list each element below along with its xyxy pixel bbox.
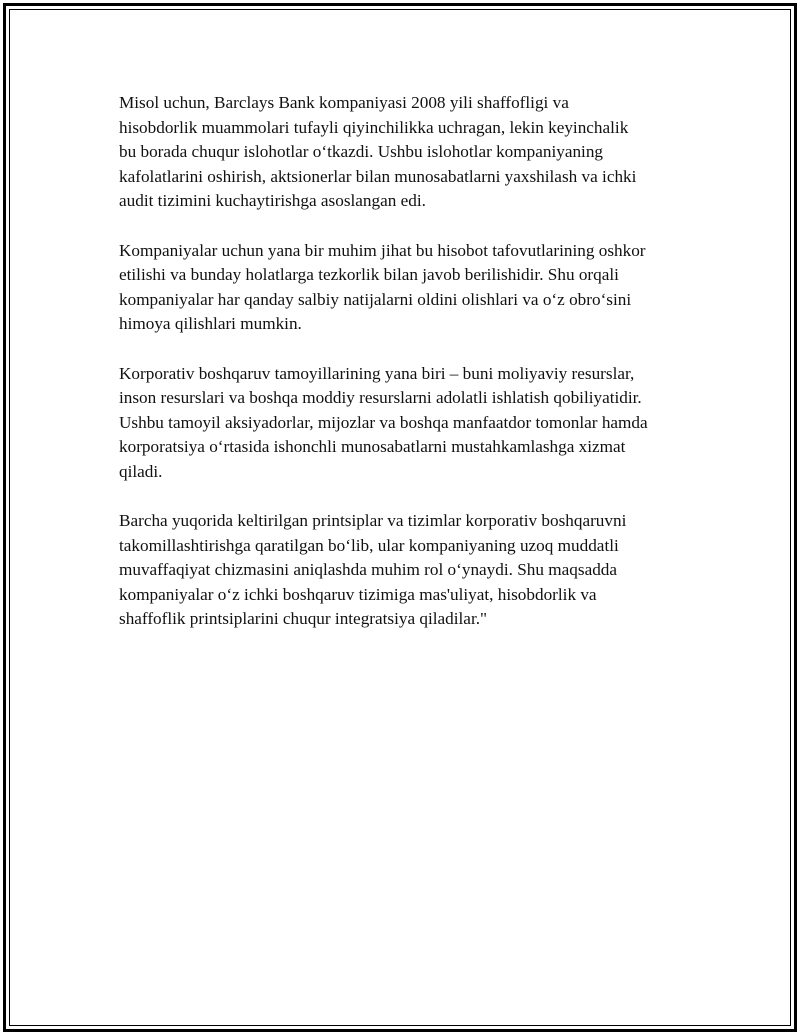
document-body [119,91,709,657]
paragraph-resource-principle: Korporativ boshqaruv tamoyillarining yana biri – buni moliyaviy resurslar, inson resurslari va boshqa moddiy resurslarni adolatli ishlatish qobiliyatidir. Ushbu tamoyil aksiyadorlar, mijozlar va boshqa manfaatdor tomonlar hamda korporatsiya o‘rtasida ishonchli munosabatlarni mustahkamlashga xizmat qiladi. [119,363,648,481]
paragraph-barclays-example: Misol uchun, Barclays Bank kompaniyasi 2008 yili shaffofligi va hisobdorlik muammolari tufayli qiyinchilikka uchragan, lekin keyinchalik bu borada chuqur islohotlar o‘tkazdi. Ushbu islohotlar kompaniyaning kafolatlarini oshirish, aktsionerlar bilan munosabatlarni yaxshilash va ichki audit tizimini kuchaytirishga asoslangan edi. [119,93,637,211]
paragraph-reporting-discrepancies: Kompaniyalar uchun yana bir muhim jihat bu hisobot tafovutlarining oshkor etilishi va bunday holatlarga tezkorlik bilan javob berilishidir. Shu orqali kompaniyalar har qanday salbiy natijalarni oldini olishlari va o‘z obro‘sini himoya qilishlari mumkin. [119,240,646,334]
paragraph-conclusion: Barcha yuqorida keltirilgan printsiplar va tizimlar korporativ boshqaruvni takomillashtirishga qaratilgan bo‘lib, ular kompaniyaning uzoq muddatli muvaffaqiyat chizmasini aniqlashda muhim rol o‘ynaydi. Shu maqsadda kompaniyalar o‘z ichki boshqaruv tizimiga mas'uliyat, hisobdorlik va shaffoflik printsiplarini chuqur integratsiya qiladilar." [119,511,627,629]
